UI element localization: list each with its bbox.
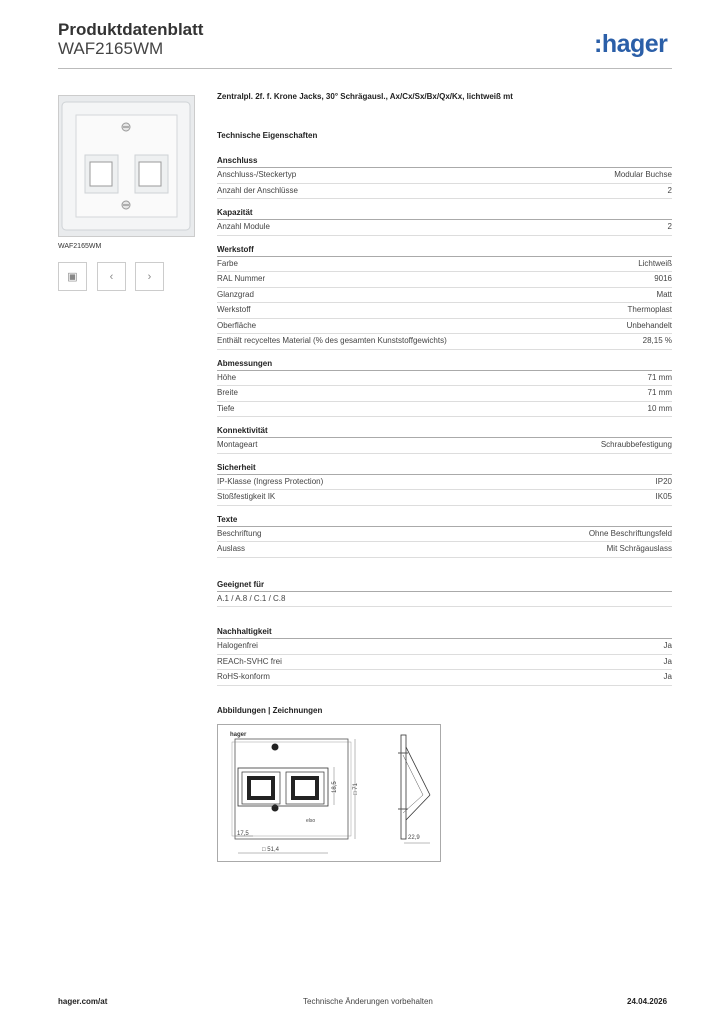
table-row <box>217 655 672 671</box>
row-value: Unbehandelt <box>626 320 672 330</box>
product-code: WAF2165WM <box>58 39 164 58</box>
technical-drawing <box>217 724 441 862</box>
table-row <box>217 184 672 200</box>
row-label: RAL Nummer <box>217 274 266 283</box>
footer-note: Technische Änderungen vorbehalten <box>303 997 433 1006</box>
row-value: Mit Schrägauslass <box>606 544 672 553</box>
table-row <box>217 303 672 319</box>
row-value: 71 mm <box>647 388 672 397</box>
row-label: Tiefe <box>217 403 235 413</box>
table-row <box>217 639 672 655</box>
image-caption: WAF2165WM <box>58 243 102 250</box>
section-title: Kapazität <box>217 208 672 220</box>
main-content <box>217 92 672 731</box>
section-title: Nachhaltigkeit <box>217 627 672 639</box>
row-label: A.1 / A.8 / C.1 / C.8 <box>217 593 286 603</box>
row-value: Lichtweiß <box>638 258 672 268</box>
row-value: Ja <box>663 641 672 650</box>
product-image <box>58 95 195 237</box>
row-label: Halogenfrei <box>217 641 258 650</box>
footer-date: 24.04.2026 <box>627 997 668 1006</box>
table-row <box>217 288 672 304</box>
next-arrow-icon[interactable]: › <box>135 262 164 291</box>
row-value: IP20 <box>655 476 672 486</box>
row-label: Anzahl der Anschlüsse <box>217 185 298 195</box>
drawing-logo: hager <box>230 732 247 738</box>
table-row <box>217 438 672 454</box>
table-row <box>217 402 672 418</box>
row-value: 28,15 % <box>642 336 672 345</box>
table-row <box>217 527 672 543</box>
section-title: Abmessungen <box>217 359 672 371</box>
row-label: Anschluss-/Steckertyp <box>217 170 297 179</box>
row-value: 2 <box>667 185 672 195</box>
row-label: Montageart <box>217 440 258 449</box>
table-row <box>217 257 672 273</box>
row-value: 9016 <box>654 274 672 283</box>
table-row <box>217 490 672 506</box>
row-label: Glanzgrad <box>217 289 254 299</box>
row-value: Ja <box>663 672 672 681</box>
brand-mark: elso <box>306 818 316 824</box>
row-label: Anzahl Module <box>217 222 270 231</box>
table-row <box>217 319 672 335</box>
dim-height: □ 71 <box>353 783 359 795</box>
section-title: Anschluss <box>217 156 672 168</box>
row-label: Stoßfestigkeit IK <box>217 492 276 501</box>
row-value: Ja <box>663 656 672 666</box>
section-title: Konnektivität <box>217 426 672 438</box>
row-label: Oberfläche <box>217 320 257 330</box>
row-value: 10 mm <box>647 403 672 413</box>
table-row <box>217 220 672 236</box>
section-title: Texte <box>217 515 672 527</box>
table-row <box>217 592 672 608</box>
prev-arrow-icon[interactable]: ‹ <box>97 262 126 291</box>
row-value: 71 mm <box>647 372 672 382</box>
row-value: Modular Buchse <box>614 170 672 179</box>
table-row <box>217 334 672 350</box>
row-value: Schraubbefestigung <box>600 440 672 449</box>
table-row <box>217 475 672 491</box>
row-value: IK05 <box>655 492 672 501</box>
tech-sections <box>217 156 672 558</box>
row-value: Thermoplast <box>627 305 672 314</box>
row-value: 2 <box>667 222 672 231</box>
drawings-title: Abbildungen | Zeichnungen <box>217 705 323 715</box>
row-label: RoHS-konform <box>217 672 270 681</box>
row-label: Auslass <box>217 544 246 553</box>
row-value: Matt <box>656 289 672 299</box>
table-row <box>217 386 672 402</box>
product-description: Zentralpl. 2f. f. Krone Jacks, 30° Schrägausl., Ax/Cx/Sx/Bx/Qx/Kx, lichtweiß mt <box>217 92 513 101</box>
table-row <box>217 272 672 288</box>
dim-width: □ 51,4 <box>262 847 279 853</box>
row-label: Enthält recyceltes Material (% des gesamten Kunststoffgewichts) <box>217 336 447 345</box>
table-row <box>217 371 672 387</box>
section-title: Sicherheit <box>217 463 672 475</box>
row-label: Beschriftung <box>217 528 262 538</box>
row-label: Breite <box>217 388 238 397</box>
footer-link[interactable]: hager.com/at <box>58 997 108 1006</box>
hager-logo: :hager <box>594 30 668 58</box>
row-label: IP-Klasse (Ingress Protection) <box>217 476 324 486</box>
table-row <box>217 542 672 558</box>
tech-heading: Technische Eigenschaften <box>217 131 318 140</box>
dim-depth: 22,9 <box>408 835 420 841</box>
section-title: Geeignet für <box>217 580 672 592</box>
thumbnail-image[interactable]: ▣ <box>58 262 87 291</box>
table-row <box>217 670 672 686</box>
page-title: Produktdatenblatt <box>58 20 204 39</box>
row-label: Höhe <box>217 372 237 382</box>
header-divider <box>58 68 672 69</box>
dim-left: 17,5 <box>237 831 249 837</box>
row-value: Ohne Beschriftungsfeld <box>588 528 672 538</box>
section-title: Werkstoff <box>217 245 672 257</box>
row-label: REACh-SVHC frei <box>217 656 282 666</box>
sustainability-table <box>217 639 672 686</box>
table-row <box>217 168 672 184</box>
row-label: Farbe <box>217 258 238 268</box>
dim-inner: 18,5 <box>332 781 338 793</box>
row-label: Werkstoff <box>217 305 251 314</box>
